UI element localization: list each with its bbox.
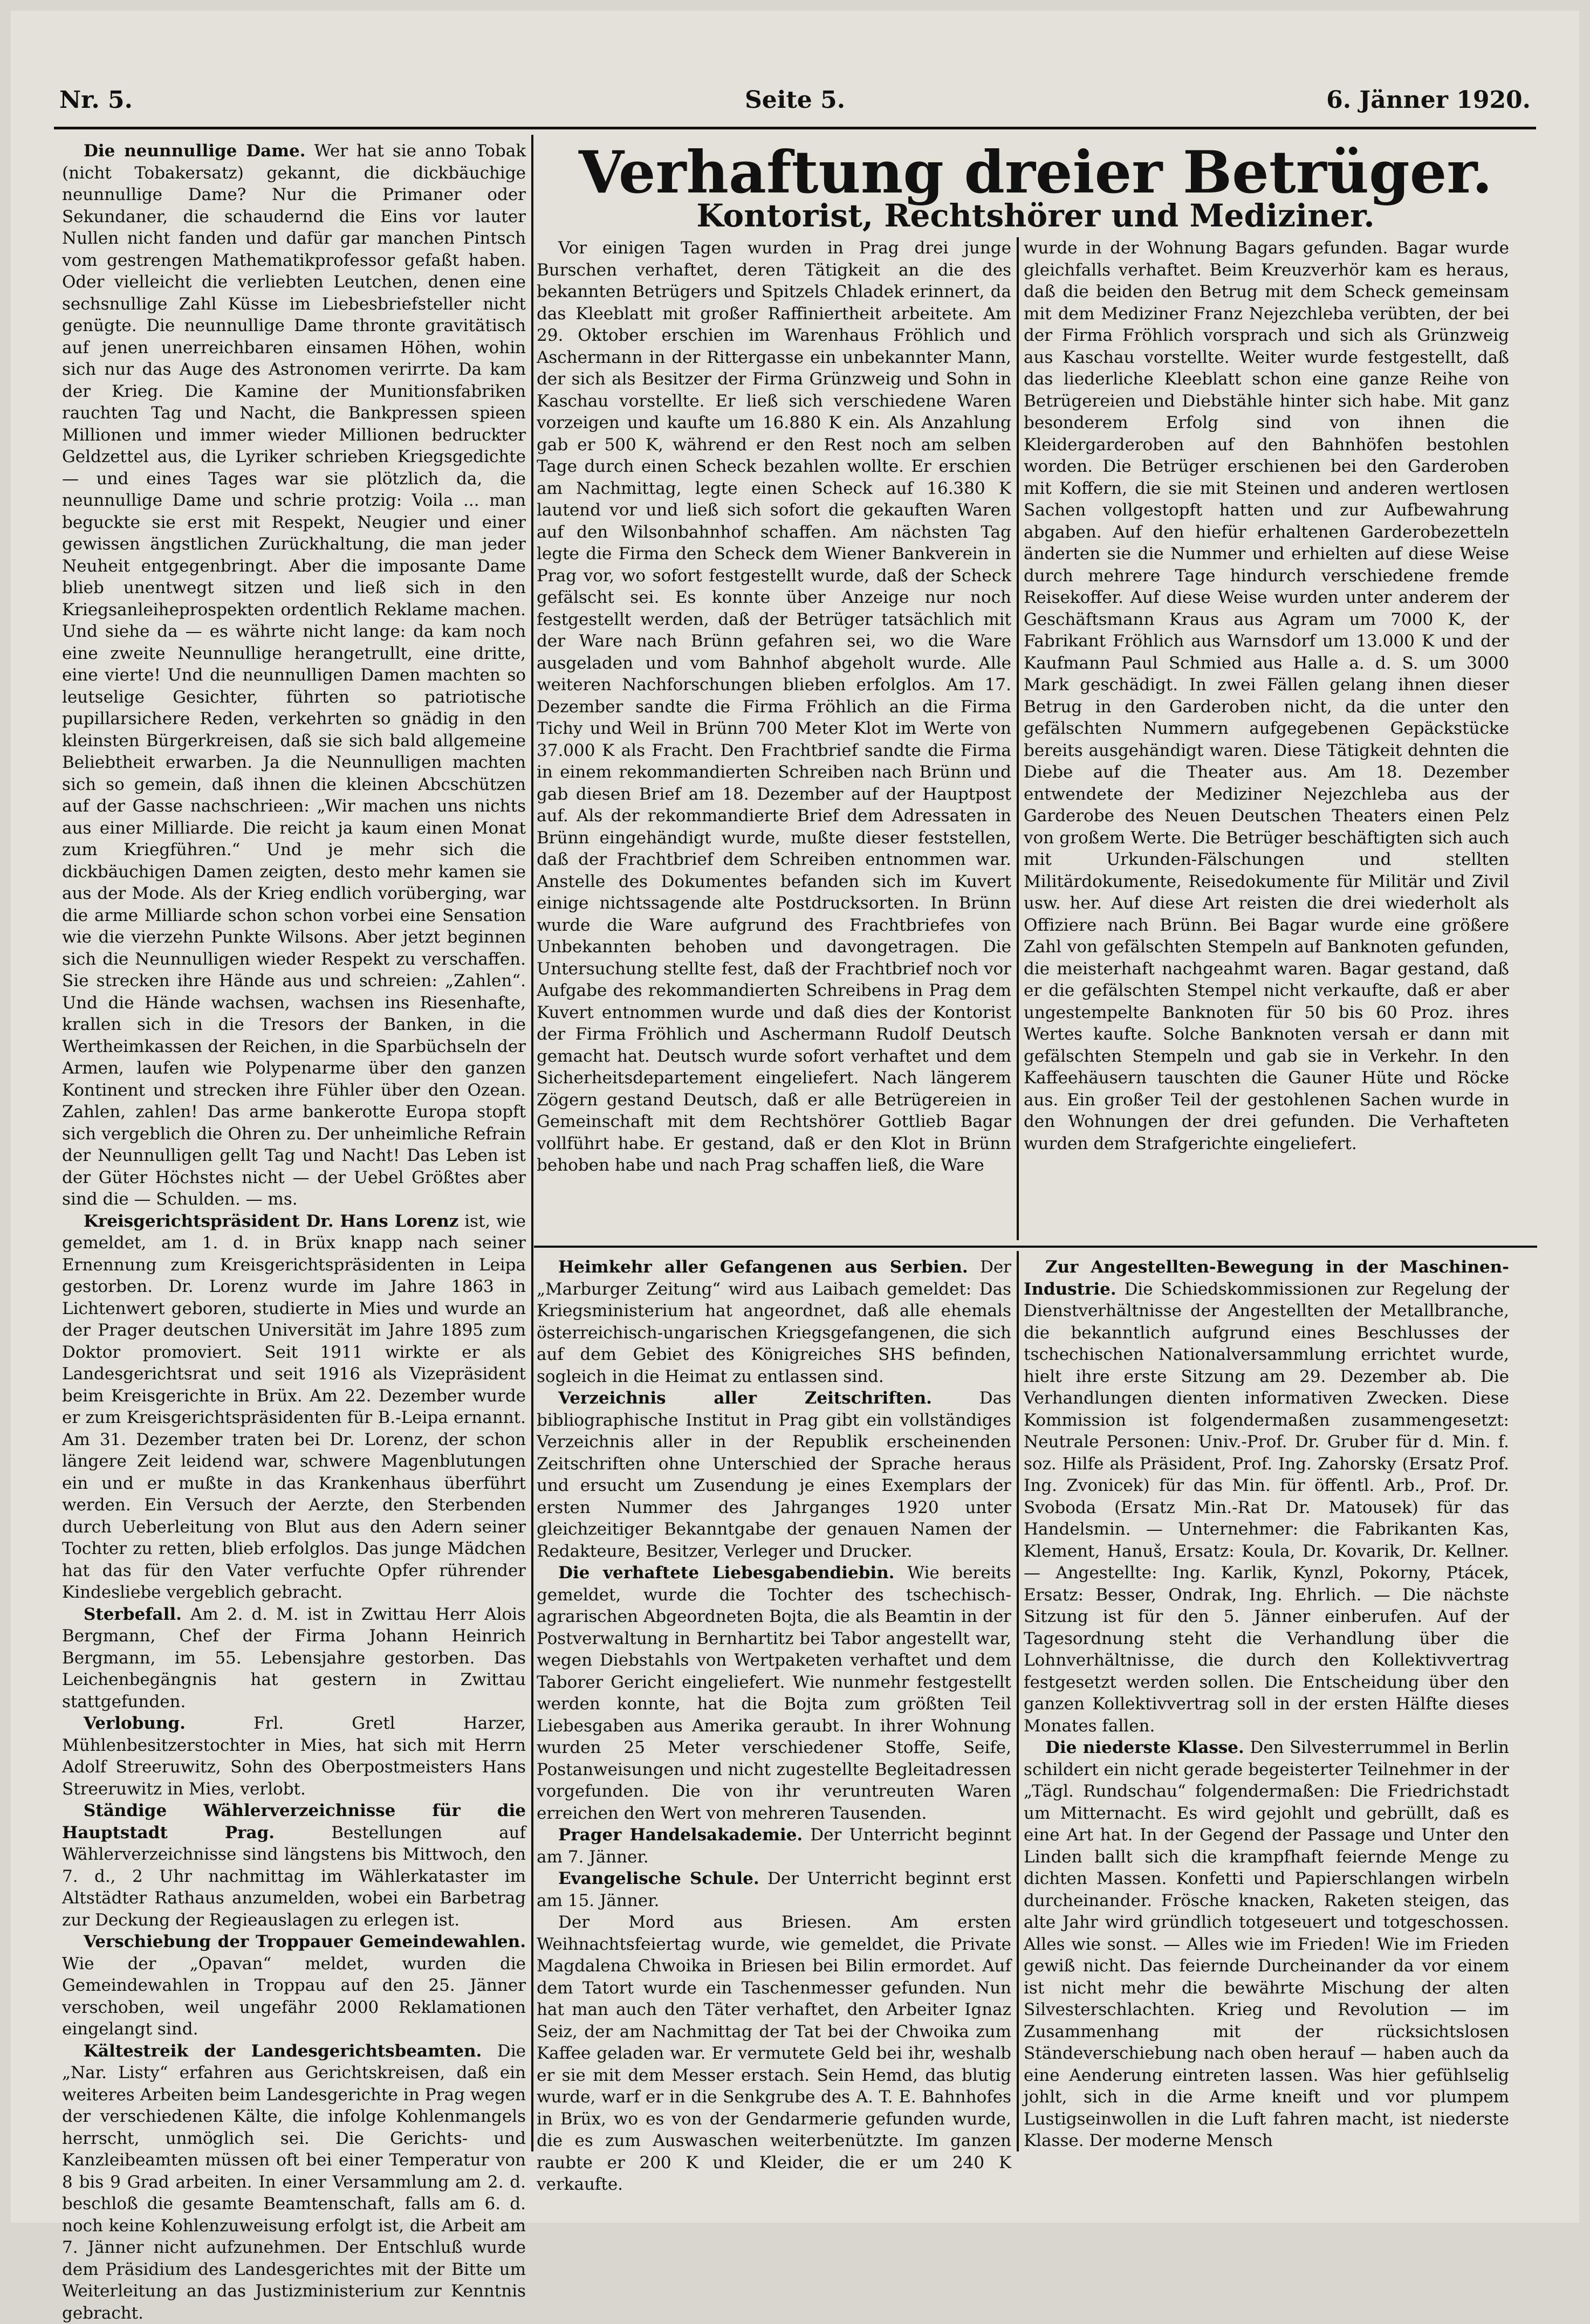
news-item-text: Bestellungen auf Wählerverzeichnisse sind längstens bis Mittwoch, den 7. d., 2 Uhr nachmittag im Wählerkataster im Altstädter Rathaus anzumelden, wobei ein Barbetrag zur Deckung der Regieauslagen zu erlegen ist. bbox=[62, 1823, 526, 1930]
news-item-text: Wie der „Opavan“ meldet, wurden die Gemeindewahlen in Troppau auf den 25. Jänner verschoben, weil ungefähr 2000 Reklamationen eingelangt sind. bbox=[62, 1954, 526, 2039]
news-item-text: Die „Nar. Listy“ erfahren aus Gerichtskreisen, daß ein weiteres Arbeiten beim Landesgerichte in Prag wegen der verschiedenen Kälte, die infolge Kohlenmangels herrscht, unmöglich sei. Die Gerichts- und Kanzleibeamten müssen oft bei einer Temperatur von 8 bis 9 Grad arbeiten. In einer Versammlung am 2. d. beschloß die gesamte Beamtenschaft, falls am 6. d. noch keine Kohlenzuweisung erfolgt ist, die Arbeit am 7. Jänner nicht aufzunehmen. Der Entschluß wurde dem Präsidium des Landesgerichtes mit der Bitte um Weiterleitung an das Justizministerium zur Kenntnis gebracht. bbox=[62, 2041, 526, 2323]
news-item-text: ist, wie gemeldet, am 1. d. in Brüx knapp nach seiner Ernennung zum Kreisgerichtspräsidenten in Leipa gestorben. Dr. Lorenz wurde im Jahre 1863 in Lichtenwert geboren, studierte in Mies und wurde an der Prager deutschen Universität im Jahre 1895 zum Doktor promoviert. Seit 1911 wirkte er als Landesgerichtsrat und seit 1916 als Vizepräsident beim Kreisgerichte in Brüx. Am 22. Dezember wurde er zum Kreisgerichtspräsidenten für B.-Leipa ernannt. Am 31. Dezember traten bei Dr. Lorenz, der schon längere Zeit leidend war, schwere Magenblutungen ein und er mußte in das Krankenhaus überführt werden. Ein Versuch der Aerzte, den Sterbenden durch Ueberleitung von Blut aus den Adern seiner Tochter zu retten, blieb erfolglos. Das junge Mädchen hat das für den Vater verfuchte Opfer rührender Kindesliebe vergeblich gebracht. bbox=[62, 1212, 526, 1603]
news-item-headline: Sterbefall. bbox=[84, 1605, 182, 1624]
news-item bbox=[537, 1562, 1011, 1824]
news-item-headline: Kreisgerichtspräsident Dr. Hans Lorenz bbox=[84, 1212, 458, 1231]
feature-text-1: Vor einigen Tagen wurden in Prag drei junge Burschen verhaftet, deren Tätigkeit an die des bekannten Betrügers und Spitzels Chladek erinnert, da das Kleeblatt mit großer Raffiniertheit arbeitete. Am 29. Oktober erschien im Warenhaus Fröhlich und Aschermann in der Rittergasse ein unbekannter Mann, der sich als Besitzer der Firma Grünzweig und Sohn in Kaschau vorstellte. Er ließ sich verschiedene Waren vorzeigen und kaufte um 16.880 K ein. Als Anzahlung gab er 500 K, während er den Rest noch am selben Tage durch einen Scheck bezahlen wollte. Er erschien am Nachmittag, legte einen Scheck auf 16.380 K lautend vor und ließ sich sofort die gekauften Waren auf den Wilsonbahnhof schaffen. Am nächsten Tag legte die Firma den Scheck dem Wiener Bankverein in Prag vor, wo sofort festgestellt wurde, daß der Scheck gefälscht sei. Es konnte über Anzeige nur noch festgestellt werden, daß der Betrüger tatsächlich mit der Ware nach Brünn gefahren sei, wo die Ware ausgeladen und vom Bahnhof abgeholt wurde. Alle weiteren Nachforschungen blieben erfolglos. Am 17. Dezember sandte die Firma Fröhlich an die Firma Tichy und Weil in Brünn 700 Meter Klot im Werte von 37.000 K als Fracht. Den Frachtbrief sandte die Firma in einem rekommandierten Schreiben nach Brünn und gab diesen Brief am 18. Dezember auf der Hauptpost auf. Als der rekommandierte Brief dem Adressaten in Brünn eingehändigt wurde, mußte dieser feststellen, daß der Frachtbrief dem Schreiben entnommen war. Anstelle des Dokumentes befanden sich im Kuvert einige nichtssagende alte Postdrucksorten. In Brünn wurde die Ware aufgrund des Frachtbriefes von Unbekannten behoben und davongetragen. Die Untersuchung stellte fest, daß der Frachtbrief noch vor Aufgabe des rekommandierten Schreibens in Prag dem Kuvert entnommen wurde und daß dies der Kontorist der Firma Fröhlich und Aschermann Rudolf Deutsch gemacht hat. Deutsch wurde sofort verhaftet und dem Sicherheitsdepartement eingeliefert. Nach längerem Zögern gestand Deutsch, daß er alle Betrügereien in Gemeinschaft mit dem Rechtshörer Gottlieb Bagar vollführt habe. Er gestand, daß er den Klot in Brünn behoben habe und nach Prag schaffen ließ, die Ware bbox=[537, 237, 1011, 1177]
news-item-headline: Evangelische Schule. bbox=[558, 1869, 759, 1888]
news-item-headline: Zur Angestellten-Bewegung in der Maschinen-Industrie. bbox=[1024, 1257, 1509, 1299]
right-news-column bbox=[1024, 1256, 1509, 2151]
news-item-text: Der Unterricht beginnt am 7. Jänner. bbox=[537, 1825, 1011, 1867]
news-item-text: Frl. Gretl Harzer, Mühlenbesitzerstochter in Mies, hat sich mit Herrn Adolf Streeruwitz, Sohn des Oberpostmeisters Hans Streeruwitz in Mies, verlobt. bbox=[62, 1714, 526, 1799]
news-item bbox=[62, 1931, 526, 2040]
news-item bbox=[62, 1800, 526, 1931]
news-item-headline: Die niederste Klasse. bbox=[1045, 1738, 1244, 1757]
news-item bbox=[537, 1868, 1011, 1912]
column-rule-feature bbox=[1017, 237, 1019, 1240]
news-item-headline: Prager Handelsakademie. bbox=[558, 1825, 803, 1845]
news-item bbox=[537, 1387, 1011, 1562]
news-item-text: Die Schiedskommissionen zur Regelung der Dienstverhältnisse der Angestellten der Metallbranche, die bekanntlich aufgrund eines Beschlusses der tschechischen Nationalversammlung errichtet wurde, hielt ihre erste Sitzung am 29. Dezember ab. Die Verhandlungen dienten informativen Zwecken. Diese Kommission ist folgendermaßen zusammengesetzt: Neutrale Personen: Univ.-Prof. Dr. Gruber für d. Min. f. soz. Hilfe als Präsident, Prof. Ing. Zahorsky (Ersatz Prof. Ing. Zvonicek) für das Min. für öffentl. Arb., Prof. Dr. Svoboda (Ersatz Min.-Rat Dr. Matousek) für das Handelsmin. — Unternehmer: die Fabrikanten Kas, Klement, Hanuš, Ersatz: Koula, Dr. Kovarik, Dr. Kellner. — Angestellte: Ing. Karlik, Kynzl, Pokorny, Ptácek, Ersatz: Besser, Ondrak, Ing. Ehrlich. — Die nächste Sitzung ist für den 5. Jänner einberufen. Auf der Tagesordnung steht die Verhandlung über die Lohnverhältnisse, die durch den Kollektivvertrag festgesetzt werden sollen. Die Entscheidung über den ganzen Kollektivvertrag soll in der ersten Hälfte dieses Monates fallen. bbox=[1024, 1280, 1509, 1736]
page-header bbox=[54, 86, 1536, 119]
column-rule-left bbox=[531, 135, 533, 2151]
feature-column-1 bbox=[537, 237, 1011, 1235]
middle-news-column bbox=[537, 1256, 1011, 2151]
news-item-headline: Verschiebung der Troppauer Gemeindewahlen. bbox=[84, 1932, 526, 1951]
news-item-text: Wie bereits gemeldet, wurde die Tochter des tschechisch-agrarischen Abgeordneten Bojta, die als Beamtin in der Postverwaltung in Bernhartitz bei Tabor angestellt war, wegen Diebstahls von Wertpaketen verhaftet und dem Taborer Gericht eingeliefert. Wie nunmehr festgestellt werden konnte, hat die Bojta zum größten Teil Liebesgaben aus Amerika geraubt. In ihrer Wohnung wurden 25 Meter verschiedener Stoffe, Seife, Postanweisungen und nicht zugestellte Begleitadressen vorgefunden. Die von ihr veruntreuten Waren erreichen den Wert von mehreren Tausenden. bbox=[537, 1563, 1011, 1823]
news-item-text: Am 2. d. M. ist in Zwittau Herr Alois Bergmann, Chef der Firma Johann Heinrich Bergmann, im 55. Lebensjahre gestorben. Das Leichenbegängnis hat gestern in Zwittau stattgefunden. bbox=[62, 1605, 526, 1711]
issue-date: 6. Jänner 1920. bbox=[1326, 86, 1531, 114]
article-subtitle: Kontorist, Rechtshörer und Mediziner. bbox=[534, 197, 1537, 235]
news-item-headline: Die verhaftete Liebesgabendiebin. bbox=[558, 1563, 894, 1583]
feature-column-2 bbox=[1024, 237, 1509, 1235]
news-item bbox=[1024, 1256, 1509, 1737]
news-item bbox=[537, 1912, 1011, 2196]
news-item-headline: Kältestreik der Landesgerichtsbeamten. bbox=[84, 2041, 482, 2061]
left-column bbox=[62, 140, 526, 2146]
header-rule bbox=[54, 127, 1536, 129]
newspaper-page bbox=[11, 11, 1579, 2223]
news-item-headline: Die neunnullige Dame. bbox=[84, 141, 306, 161]
news-item-headline: Heimkehr aller Gefangenen aus Serbien. bbox=[558, 1257, 968, 1277]
news-item bbox=[537, 1824, 1011, 1868]
feature-bottom-rule bbox=[534, 1246, 1537, 1248]
news-item-text: Der „Marburger Zeitung“ wird aus Laibach gemeldet: Das Kriegsministerium hat angeordnet, daß alle ehemals österreichisch-ungarischen Kriegsgefangenen, die sich auf dem Gebiet des Königreiches SHS befinden, sogleich in die Heimat zu entlassen sind. bbox=[537, 1257, 1011, 1386]
news-item bbox=[62, 1604, 526, 1713]
news-item bbox=[62, 1211, 526, 1604]
news-item-headline: Ständige Wählerverzeichnisse für die Hauptstadt Prag. bbox=[62, 1801, 526, 1842]
article-title: Verhaftung dreier Betrüger. bbox=[534, 140, 1537, 205]
feature-text-2: wurde in der Wohnung Bagars gefunden. Bagar wurde gleichfalls verhaftet. Beim Kreuzverhör kam es heraus, daß die beiden den Betrug mit dem Scheck gemeinsam mit dem Mediziner Franz Nejezchleba verübten, der bei der Firma Fröhlich vorsprach und sich als Grünzweig aus Kaschau vorstellte. Weiter wurde festgestellt, daß das liederliche Kleeblatt schon eine ganze Reihe von Betrügereien und Diebstähle hinter sich habe. Mit ganz besonderem Erfolg sind von ihnen die Kleidergarderoben auf den Bahnhöfen bestohlen worden. Die Betrüger erschienen bei den Garderoben mit Koffern, die sie mit Steinen und anderen wertlosen Sachen vollgestopft hatten und zur Aufbewahrung abgaben. Auf den hiefür erhaltenen Garderobezetteln änderten sie die Nummer und erhielten auf diese Weise durch mehrere Tage hindurch verschiedene fremde Reisekoffer. Auf diese Weise wurden unter anderem der Geschäftsmann Kraus aus Agram um 7000 K, der Fabrikant Fröhlich aus Warnsdorf um 13.000 K und der Kaufmann Paul Schmied aus Halle a. d. S. um 3000 Mark geschädigt. In zwei Fällen gelang ihnen dieser Betrug in den Garderoben nicht, da die unter den gefälschten Nummern aufgegebenen Gepäckstücke bereits ausgehändigt waren. Diese Tätigkeit dehnten die Diebe auf die Theater aus. Am 18. Dezember entwendete der Mediziner Nejezchleba aus der Garderobe des Neuen Deutschen Theaters einen Pelz von großem Werte. Die Betrüger beschäftigten sich auch mit Urkunden-Fälschungen und stellten Militärdokumente, Reisedokumente für Militär und Zivil usw. her. Auf diese Art reisten die drei wiederholt als Offiziere nach Brünn. Bei Bagar wurde eine größere Zahl von gefälschten Stempeln auf Banknoten gefunden, die meisterhaft nachgeahmt waren. Bagar gestand, daß er die gefälschten Stempel nicht verkaufte, daß er aber ungestempelte Banknoten für 50 bis 60 Proz. ihres Wertes kaufte. Solche Banknoten versah er dann mit gefälschten Stempeln und gab sie in Verkehr. In den Kaffeehäusern tauschten die Gauner Hüte und Röcke aus. Ein großer Teil der gestohlenen Sachen wurde in den Wohnungen der drei gefunden. Die Verhafteten wurden dem Strafgerichte eingeliefert. bbox=[1024, 237, 1509, 1154]
news-item-text: Wer hat sie anno Tobak (nicht Tobakersatz) gekannt, die dickbäuchige neunnullige Dame? Nur die Primaner oder Sekundaner, die schaudernd die Eins vor lauter Nullen nicht fanden und dafür gar manchen Pintsch vom gestrengen Mathematikprofessor gefaßt haben. Oder vielleicht die verliebten Leutchen, denen eine sechsnullige Zahl Küsse im Liebesbriefsteller nicht genügte. Die neunnullige Dame thronte gravitätisch auf jenen unerreichbaren einsamen Höhen, wohin sich nur das Auge des Astronomen verirrte. Da kam der Krieg. Die Kamine der Munitionsfabriken rauchten Tag und Nacht, die Bankpressen spieen Millionen und immer wieder Millionen bedruckter Geldzettel aus, die Lyriker schrieben Kriegsgedichte — und eines Tages war sie plötzlich da, die neunnullige Dame und schrie protzig: Voila ... man beguckte sie erst mit Respekt, Neugier und einer gewissen ängstlichen Zurückhaltung, die man jeder Neuheit entgegenbringt. Aber die imposante Dame blieb unentwegt sitzen und ließ sich in den Kriegsanleiheprospekten ordentlich Reklame machen. Und siehe da — es währte nicht lange: da kam noch eine zweite Neunnullige herangetrullt, eine dritte, eine vierte! Und die neunnulligen Damen machten so leutselige Gesichter, führten so patriotische pupillarsichere Reden, verkehrten so gnädig in den kleinsten Bürgerkreisen, daß sie sich bald allgemeine Beliebtheit erwarben. Ja die Neunnulligen machten sich so gemein, daß ihnen die kleinen Abcschützen auf der Gasse nachschrieen: „Wir machen uns nichts aus einer Milliarde. Die reicht ja kaum einen Monat zum Kriegführen.“ Und je mehr sich die dickbäuchigen Damen zeigten, desto mehr kamen sie aus der Mode. Als der Krieg endlich vorüberging, war die arme Milliarde schon schon vorbei eine Sensation wie die vierzehn Punkte Wilsons. Aber jetzt beginnen sich die Neunnulligen wieder Respekt zu verschaffen. Sie strecken ihre Hände aus und schreien: „Zahlen“. Und die Hände wachsen, wachsen ins Riesenhafte, krallen sich in die Tresors der Banken, in die Wertheimkassen der Reichen, in die Sparbüchseln der Armen, laufen wie Polypenarme über den ganzen Kontinent und strecken ihre Fühler über den Ozean. Zahlen, zahlen! Das arme bankerotte Europa stopft sich vergeblich die Ohren zu. Der unheimliche Refrain der Neunnulligen gellt Tag und Nacht! Das Leben ist der Güter Höchstes nicht — der Uebel Größtes aber sind die — Schulden. — ms. bbox=[62, 141, 526, 1209]
news-item bbox=[62, 1713, 526, 1800]
news-item-headline: Verlobung. bbox=[84, 1714, 186, 1733]
news-item-text: Der Unterricht beginnt erst am 15. Jänner. bbox=[537, 1869, 1011, 1910]
news-item bbox=[62, 2040, 526, 2324]
news-item bbox=[537, 1256, 1011, 1387]
news-item-text: Das bibliographische Institut in Prag gibt ein vollständiges Verzeichnis aller in der Republik erscheinenden Zeitschriften ohne Unterschied der Sprache heraus und ersucht um Zusendung je eines Exemplars der ersten Nummer des Jahrganges 1920 unter gleichzeitiger Bekanntgabe der genauen Namen der Redakteure, Besitzer, Verleger und Drucker. bbox=[537, 1388, 1011, 1561]
news-item bbox=[1024, 1737, 1509, 2152]
column-rule-right bbox=[1017, 1251, 1019, 2151]
page-number: Seite 5. bbox=[54, 86, 1536, 114]
news-item-headline: Verzeichnis aller Zeitschriften. bbox=[558, 1388, 932, 1408]
news-item-text: Der Mord aus Briesen. Am ersten Weihnachtsfeiertag wurde, wie gemeldet, die Private Magdalena Chwoika in Briesen bei Bilin ermordet. Auf dem Tatort wurde ein Taschenmesser gefunden. Nun hat man auch den Täter verhaftet, den Arbeiter Ignaz Seiz, der am Nachmittag der Tat bei der Chwoika zum Kaffee geladen war. Er vermutete Geld bei ihr, weshalb er sie mit dem Messer erstach. Sein Hemd, das blutig wurde, warf er in die Senkgrube des A. T. E. Bahnhofes in Brüx, wo es von der Gendarmerie gefunden wurde, die es zum Auswaschen weiterbenützte. Im ganzen raubte er 200 K und Kleider, die er um 240 K verkaufte. bbox=[537, 1913, 1011, 2194]
news-item-text: Den Silvesterrummel in Berlin schildert ein nicht gerade begeisterter Teilnehmer in der „Tägl. Rundschau“ folgendermaßen: Die Friedrichstadt um Mitternacht. Es wird gejohlt und gebrüllt, daß es eine Art hat. In der Gegend der Passage und Unter den Linden ballt sich die krampfhaft feiernde Menge zu dichten Massen. Konfetti und Papierschlangen wirbeln durcheinander. Frösche knacken, Raketen steigen, das alte Jahr wird gründlich totgeseuert und totgeschossen. Alles wie sonst. — Alles wie im Frieden! Wie im Frieden gewiß nicht. Das feiernde Durcheinander da vor einem ist nicht mehr die bewährte Mischung der alten Silvesterschlachten. Krieg und Revolution — im Zusammenhang mit der rücksichtslosen Ständeverschiebung nach oben herauf — haben auch da eine Aenderung eintreten lassen. Was hier gefühlselig johlt, sich in die Arme kneift und vor plumpem Lustigseinwollen in die Luft fahren macht, ist niederste Klasse. Der moderne Mensch bbox=[1024, 1738, 1509, 2150]
issue-number: Nr. 5. bbox=[59, 86, 133, 114]
news-item bbox=[62, 140, 526, 1211]
